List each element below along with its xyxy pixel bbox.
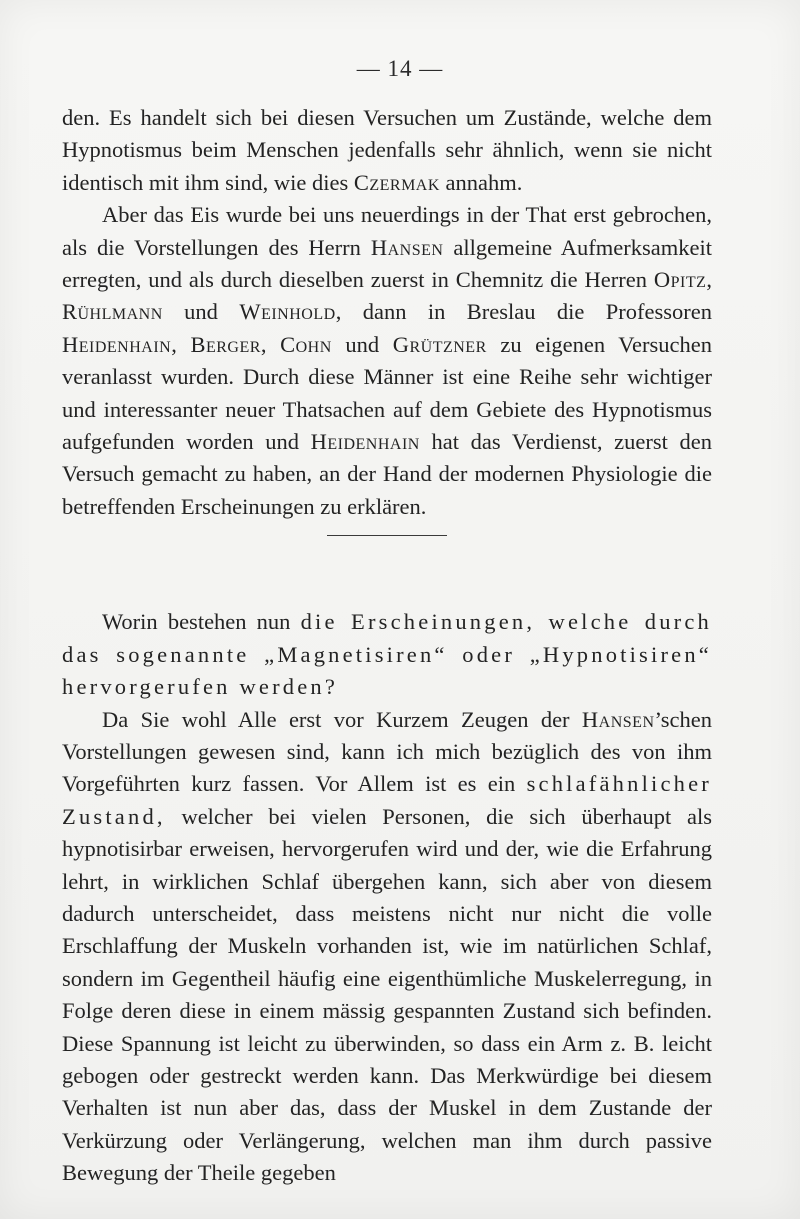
- name-hansen: Hansen: [370, 234, 444, 260]
- body-text: [62, 102, 712, 1190]
- paragraph-3: Worin bestehen nun die Erscheinungen, welche durch das sogenannte „Magnetisiren“ oder „Hypnotisiren“ hervorgerufen werden?: [62, 609, 712, 700]
- name-heidenhain: Heidenhain: [62, 331, 172, 357]
- name-cohn: Cohn: [280, 331, 332, 357]
- paragraph-4: Da Sie wohl Alle erst vor Kurzem Zeugen der Hansen’schen Vorstellungen gewesen sind, kann ich mich bezüglich des von ihm Vorgeführten kurz fassen. Vor Allem ist es ein schlafähnlicher Zustand, welcher bei vielen Personen, die sich überhaupt als hypnotisirbar erweisen, hervorgerufen wird und der, wie die Erfahrung lehrt, in wirklichen Schlaf übergehen kann, sich aber von diesem dadurch unterscheidet, dass meistens nicht nur nicht die volle Erschlaffung der Muskeln vorhanden ist, wie im natürlichen Schlaf, sondern im Gegentheil häufig eine eigenthümliche Muskelerregung, in Folge deren diese in einem mässig gespannten Zustand sich befinden. Diese Spannung ist leicht zu überwinden, so dass ein Arm z. B. leicht gebogen oder gestreckt werden kann. Das Merkwürdige bei diesem Verhalten ist nun aber das, dass der Muskel in dem Zustande der Verkürzung oder Verlängerung, welchen man ihm durch passive Bewegung der Theile gegeben: [62, 706, 712, 1186]
- name-opitz: Opitz: [653, 267, 707, 293]
- name-weinhold: Weinhold: [239, 299, 336, 325]
- page-number: — 14 —: [356, 56, 444, 81]
- name-heidenhain-2: Heidenhain: [310, 429, 420, 455]
- emphasized-question: die Erscheinungen, welche durch das sogenannte „Magnetisiren“ oder „Hypnotisiren“ hervorgerufen werden?: [62, 609, 712, 700]
- paragraph-1: den. Es handelt sich bei diesen Versuchen um Zustände, welche dem Hypnotismus beim Menschen jedenfalls sehr ähnlich, wenn sie nicht identisch mit ihm sind, wie dies Czermak annahm.: [62, 105, 712, 195]
- name-berger: Berger: [190, 331, 261, 357]
- section-divider: [327, 535, 447, 536]
- name-hansen-2: Hansen: [581, 706, 655, 732]
- name-ruehlmann: Rühlmann: [62, 299, 163, 325]
- name-gruetzner: Grützner: [392, 331, 487, 357]
- emphasized-phrase: schlafähnlicher Zustand,: [62, 771, 712, 829]
- paragraph-2: Aber das Eis wurde bei uns neuerdings in der That erst gebrochen, als die Vorstellungen des Herrn Hansen allgemeine Aufmerksamkeit erregten, und als durch dieselben zuerst in Chemnitz die Herren Opitz, Rühlmann und Weinhold, dann in Breslau die Professoren Heidenhain, Berger, Cohn und Grützner zu eigenen Versuchen veranlasst wurden. Durch diese Männer ist eine Reihe sehr wichtiger und interessanter neuer Thatsachen auf dem Gebiete des Hypnotismus aufgefunden worden und Heidenhain hat das Verdienst, zuerst den Versuch gemacht zu haben, an der Hand der modernen Physiologie die betreffenden Erscheinungen zu erklären.: [62, 202, 713, 519]
- name-czermak: Czermak: [353, 169, 440, 195]
